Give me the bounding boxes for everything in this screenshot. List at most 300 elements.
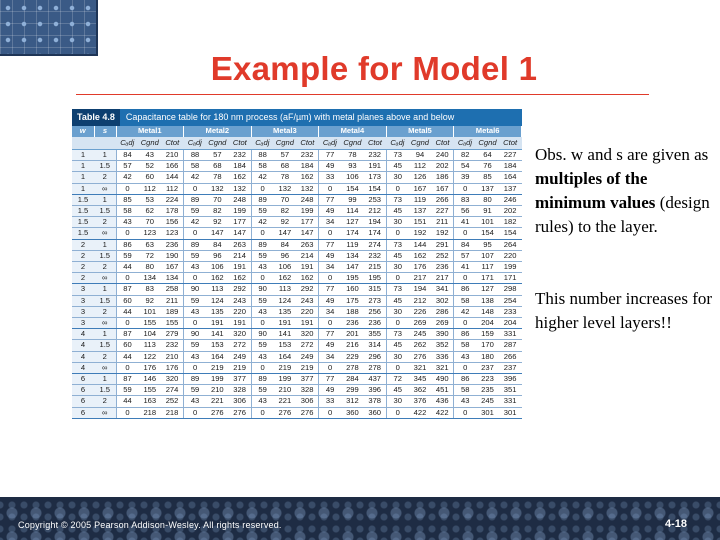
table-cell: 90 bbox=[251, 329, 274, 340]
table-cell: 177 bbox=[229, 217, 252, 228]
observation-prefix: Obs. w and s are given as bbox=[535, 145, 709, 164]
table-row bbox=[72, 362, 522, 373]
cell-w: 2 bbox=[72, 239, 94, 250]
table-cell: 191 bbox=[296, 318, 319, 329]
table-cell: 43 bbox=[454, 351, 477, 362]
table-cell: 90 bbox=[184, 329, 207, 340]
table-cell: 119 bbox=[409, 194, 432, 205]
table-cell: 226 bbox=[409, 306, 432, 317]
table-cell: 89 bbox=[184, 239, 207, 250]
table-cell: 252 bbox=[431, 250, 454, 261]
cell-s: 1.5 bbox=[94, 250, 116, 261]
table-cell: 214 bbox=[229, 250, 252, 261]
table-cell: 202 bbox=[431, 161, 454, 172]
cell-s: 2 bbox=[94, 351, 116, 362]
table-cell: 232 bbox=[364, 250, 387, 261]
table-cell: 162 bbox=[274, 273, 297, 284]
table-cell: 77 bbox=[319, 150, 342, 161]
cell-w: 2 bbox=[72, 273, 94, 284]
table-cell: 34 bbox=[319, 217, 342, 228]
table-cell: 0 bbox=[251, 362, 274, 373]
cell-s: 1.5 bbox=[94, 340, 116, 351]
observation-emphasis: multiples of the minimum values bbox=[535, 169, 656, 212]
copyright-text: Copyright © 2005 Pearson Addison-Wesley. All rights reserved. bbox=[18, 520, 282, 530]
table-cell: 34 bbox=[319, 306, 342, 317]
table-cell: 162 bbox=[229, 172, 252, 183]
table-cell: 236 bbox=[364, 318, 387, 329]
table-cell: 191 bbox=[296, 262, 319, 273]
table-cell: 53 bbox=[139, 194, 162, 205]
table-cell: 117 bbox=[476, 262, 499, 273]
subheader-3-2: Cgnd bbox=[274, 137, 297, 150]
table-cell: 78 bbox=[274, 172, 297, 183]
table-cell: 233 bbox=[499, 306, 522, 317]
table-cell: 175 bbox=[341, 295, 364, 306]
cell-w: 1 bbox=[72, 161, 94, 172]
table-cell: 210 bbox=[161, 150, 184, 161]
cell-w: 3 bbox=[72, 318, 94, 329]
increase-note: This number increases for higher level layers!! bbox=[535, 289, 713, 332]
table-cell: 276 bbox=[296, 407, 319, 418]
table-cell: 177 bbox=[296, 217, 319, 228]
cell-w: 1 bbox=[72, 183, 94, 194]
table-cell: 49 bbox=[319, 250, 342, 261]
cell-s: 2 bbox=[94, 262, 116, 273]
table-cell: 137 bbox=[476, 183, 499, 194]
column-header-s: s bbox=[94, 126, 116, 137]
table-cell: 42 bbox=[116, 172, 139, 183]
table-cell: 59 bbox=[251, 295, 274, 306]
table-row bbox=[72, 273, 522, 284]
cell-w: 4 bbox=[72, 362, 94, 373]
table-cell: 42 bbox=[251, 217, 274, 228]
table-cell: 57 bbox=[274, 150, 297, 161]
cell-w: 3 bbox=[72, 295, 94, 306]
table-cell: 0 bbox=[184, 273, 207, 284]
cell-s: 1 bbox=[94, 239, 116, 250]
table-cell: 237 bbox=[476, 362, 499, 373]
table-cell: 112 bbox=[161, 183, 184, 194]
table-cell: 249 bbox=[229, 351, 252, 362]
table-cell: 43 bbox=[116, 217, 139, 228]
table-cell: 204 bbox=[476, 318, 499, 329]
table-cell: 73 bbox=[386, 194, 409, 205]
table-cell: 56 bbox=[454, 206, 477, 217]
subheader-5-1: Cₐdj bbox=[386, 137, 409, 150]
table-cell: 112 bbox=[409, 161, 432, 172]
table-cell: 0 bbox=[386, 362, 409, 373]
table-cell: 167 bbox=[409, 183, 432, 194]
table-cell: 227 bbox=[499, 150, 522, 161]
table-cell: 232 bbox=[296, 150, 319, 161]
table-cell: 376 bbox=[409, 396, 432, 407]
table-cell: 134 bbox=[139, 273, 162, 284]
table-cell: 63 bbox=[139, 239, 162, 250]
table-cell: 45 bbox=[386, 295, 409, 306]
table-cell: 312 bbox=[341, 396, 364, 407]
table-cell: 77 bbox=[319, 329, 342, 340]
table-cell: 215 bbox=[364, 262, 387, 273]
table-cell: 0 bbox=[454, 407, 477, 418]
table-cell: 82 bbox=[274, 206, 297, 217]
table-cell: 171 bbox=[476, 273, 499, 284]
table-cell: 70 bbox=[206, 194, 229, 205]
cell-w: 4 bbox=[72, 340, 94, 351]
table-cell: 262 bbox=[409, 340, 432, 351]
table-cell: 184 bbox=[229, 161, 252, 172]
table-cell: 82 bbox=[206, 206, 229, 217]
table-cell: 89 bbox=[251, 374, 274, 385]
table-cell: 147 bbox=[296, 228, 319, 239]
metal-header-3: Metal3 bbox=[251, 126, 319, 137]
cell-w: 3 bbox=[72, 284, 94, 295]
table-cell: 44 bbox=[116, 351, 139, 362]
table-cell: 62 bbox=[139, 206, 162, 217]
table-cell: 42 bbox=[251, 172, 274, 183]
table-row bbox=[72, 318, 522, 329]
table-cell: 0 bbox=[184, 318, 207, 329]
subheader-5-2: Cgnd bbox=[409, 137, 432, 150]
table-cell: 306 bbox=[229, 396, 252, 407]
table-cell: 0 bbox=[251, 183, 274, 194]
table-cell: 0 bbox=[454, 228, 477, 239]
table-cell: 45 bbox=[386, 206, 409, 217]
cell-w: 4 bbox=[72, 351, 94, 362]
table-cell: 249 bbox=[296, 351, 319, 362]
table-cell: 132 bbox=[229, 183, 252, 194]
table-cell: 101 bbox=[476, 217, 499, 228]
table-cell: 147 bbox=[229, 228, 252, 239]
table-cell: 73 bbox=[386, 329, 409, 340]
table-cell: 49 bbox=[319, 385, 342, 396]
table-cell: 192 bbox=[409, 228, 432, 239]
table-cell: 278 bbox=[364, 362, 387, 373]
table-cell: 162 bbox=[409, 250, 432, 261]
table-cell: 144 bbox=[409, 239, 432, 250]
table-cell: 210 bbox=[161, 351, 184, 362]
table-cell: 86 bbox=[454, 329, 477, 340]
table-cell: 201 bbox=[341, 329, 364, 340]
table-cell: 269 bbox=[409, 318, 432, 329]
table-cell: 154 bbox=[364, 183, 387, 194]
table-cell: 34 bbox=[319, 351, 342, 362]
table-cell: 155 bbox=[139, 385, 162, 396]
cell-w: 6 bbox=[72, 374, 94, 385]
table-row bbox=[72, 250, 522, 261]
table-cell: 331 bbox=[499, 396, 522, 407]
cell-w: 1.5 bbox=[72, 206, 94, 217]
table-cell: 273 bbox=[364, 295, 387, 306]
cell-w: 3 bbox=[72, 306, 94, 317]
cell-w: 6 bbox=[72, 396, 94, 407]
table-cell: 77 bbox=[319, 284, 342, 295]
table-cell: 258 bbox=[161, 284, 184, 295]
table-cell: 58 bbox=[454, 295, 477, 306]
table-cell: 167 bbox=[161, 262, 184, 273]
table-row bbox=[72, 161, 522, 172]
table-cell: 57 bbox=[454, 250, 477, 261]
table-cell: 174 bbox=[341, 228, 364, 239]
table-cell: 30 bbox=[386, 217, 409, 228]
table-cell: 212 bbox=[364, 206, 387, 217]
table-cell: 278 bbox=[341, 362, 364, 373]
table-cell: 321 bbox=[431, 362, 454, 373]
table-cell: 96 bbox=[206, 250, 229, 261]
table-cell: 92 bbox=[139, 295, 162, 306]
cell-s: 1.5 bbox=[94, 206, 116, 217]
table-cell: 0 bbox=[386, 228, 409, 239]
table-cell: 263 bbox=[229, 239, 252, 250]
table-cell: 122 bbox=[139, 351, 162, 362]
cell-s: 1 bbox=[94, 329, 116, 340]
table-cell: 141 bbox=[206, 329, 229, 340]
cell-s: 1.5 bbox=[94, 385, 116, 396]
subheader-1-2: Cgnd bbox=[139, 137, 162, 150]
subheader-4-3: Ctot bbox=[364, 137, 387, 150]
subheader-5-3: Ctot bbox=[431, 137, 454, 150]
table-cell: 57 bbox=[116, 161, 139, 172]
table-cell: 164 bbox=[206, 351, 229, 362]
table-cell: 302 bbox=[431, 295, 454, 306]
table-cell: 59 bbox=[251, 385, 274, 396]
cell-s: 2 bbox=[94, 217, 116, 228]
table-cell: 59 bbox=[116, 250, 139, 261]
table-cell: 217 bbox=[431, 273, 454, 284]
capacitance-table-panel bbox=[72, 109, 522, 467]
table-cell: 154 bbox=[499, 228, 522, 239]
metal-header-1: Metal1 bbox=[116, 126, 184, 137]
table-cell: 49 bbox=[319, 206, 342, 217]
table-cell: 191 bbox=[206, 318, 229, 329]
table-cell: 88 bbox=[184, 150, 207, 161]
table-label: Table 4.8 bbox=[72, 109, 120, 126]
table-cell: 30 bbox=[386, 396, 409, 407]
table-cell: 341 bbox=[431, 284, 454, 295]
title-divider bbox=[76, 94, 649, 95]
table-cell: 0 bbox=[454, 362, 477, 373]
table-cell: 83 bbox=[454, 194, 477, 205]
table-cell: 218 bbox=[139, 407, 162, 418]
table-cell: 182 bbox=[499, 217, 522, 228]
table-cell: 362 bbox=[409, 385, 432, 396]
table-row bbox=[72, 329, 522, 340]
table-cell: 194 bbox=[409, 284, 432, 295]
table-cell: 0 bbox=[116, 183, 139, 194]
table-cell: 89 bbox=[184, 194, 207, 205]
table-cell: 263 bbox=[296, 239, 319, 250]
table-cell: 236 bbox=[161, 239, 184, 250]
table-cell: 451 bbox=[431, 385, 454, 396]
table-cell: 89 bbox=[251, 194, 274, 205]
subheader-row bbox=[72, 137, 522, 150]
table-cell: 80 bbox=[476, 194, 499, 205]
table-cell: 184 bbox=[296, 161, 319, 172]
table-cell: 77 bbox=[319, 374, 342, 385]
table-cell: 70 bbox=[139, 217, 162, 228]
table-cell: 58 bbox=[251, 161, 274, 172]
table-cell: 292 bbox=[296, 284, 319, 295]
table-cell: 148 bbox=[476, 306, 499, 317]
table-cell: 190 bbox=[161, 250, 184, 261]
table-cell: 191 bbox=[229, 262, 252, 273]
table-row bbox=[72, 217, 522, 228]
table-cell: 243 bbox=[296, 295, 319, 306]
table-cell: 184 bbox=[499, 161, 522, 172]
cell-s: 1 bbox=[94, 150, 116, 161]
table-cell: 113 bbox=[274, 284, 297, 295]
table-cell: 321 bbox=[409, 362, 432, 373]
page-title: Example for Model 1 bbox=[210, 50, 538, 87]
table-cell: 104 bbox=[139, 329, 162, 340]
table-cell: 162 bbox=[229, 273, 252, 284]
cell-w: 2 bbox=[72, 262, 94, 273]
table-cell: 437 bbox=[364, 374, 387, 385]
table-cell: 0 bbox=[251, 318, 274, 329]
table-cell: 73 bbox=[386, 150, 409, 161]
table-cell: 147 bbox=[206, 228, 229, 239]
table-cell: 194 bbox=[364, 217, 387, 228]
table-cell: 218 bbox=[161, 407, 184, 418]
table-cell: 43 bbox=[251, 351, 274, 362]
subheader-4-1: Cₐdj bbox=[319, 137, 342, 150]
table-cell: 199 bbox=[206, 374, 229, 385]
table-cell: 70 bbox=[274, 194, 297, 205]
table-cell: 72 bbox=[386, 374, 409, 385]
table-row bbox=[72, 172, 522, 183]
table-cell: 0 bbox=[386, 407, 409, 418]
table-cell: 30 bbox=[386, 351, 409, 362]
cell-s: 2 bbox=[94, 396, 116, 407]
table-cell: 44 bbox=[116, 396, 139, 407]
table-cell: 279 bbox=[161, 329, 184, 340]
table-cell: 43 bbox=[184, 351, 207, 362]
table-cell: 248 bbox=[229, 194, 252, 205]
cell-w: 2 bbox=[72, 250, 94, 261]
table-cell: 87 bbox=[116, 374, 139, 385]
table-cell: 106 bbox=[341, 172, 364, 183]
table-cell: 0 bbox=[251, 407, 274, 418]
table-cell: 199 bbox=[296, 206, 319, 217]
table-cell: 328 bbox=[229, 385, 252, 396]
cell-w: 1 bbox=[72, 172, 94, 183]
table-cell: 45 bbox=[386, 340, 409, 351]
table-cell: 320 bbox=[229, 329, 252, 340]
table-cell: 199 bbox=[274, 374, 297, 385]
table-cell: 253 bbox=[364, 194, 387, 205]
subheader-w-blank bbox=[72, 137, 94, 150]
table-cell: 49 bbox=[319, 161, 342, 172]
table-cell: 236 bbox=[431, 262, 454, 273]
table-cell: 137 bbox=[499, 183, 522, 194]
table-cell: 134 bbox=[341, 250, 364, 261]
table-cell: 77 bbox=[319, 239, 342, 250]
table-cell: 219 bbox=[274, 362, 297, 373]
circuit-thumbnail-image bbox=[0, 0, 98, 56]
table-cell: 64 bbox=[476, 150, 499, 161]
table-cell: 68 bbox=[206, 161, 229, 172]
table-cell: 0 bbox=[319, 183, 342, 194]
table-cell: 134 bbox=[161, 273, 184, 284]
table-cell: 276 bbox=[274, 407, 297, 418]
table-cell: 96 bbox=[274, 250, 297, 261]
table-cell: 30 bbox=[386, 262, 409, 273]
observation-note bbox=[535, 143, 715, 239]
table-row bbox=[72, 396, 522, 407]
subheader-6-1: Cₐdj bbox=[454, 137, 477, 150]
table-cell: 135 bbox=[274, 306, 297, 317]
table-cell: 390 bbox=[431, 329, 454, 340]
table-cell: 328 bbox=[296, 385, 319, 396]
table-cell: 211 bbox=[431, 217, 454, 228]
cell-w: 1.5 bbox=[72, 194, 94, 205]
subheader-1-3: Ctot bbox=[161, 137, 184, 150]
table-cell: 113 bbox=[139, 340, 162, 351]
table-cell: 84 bbox=[454, 239, 477, 250]
table-cell: 123 bbox=[161, 228, 184, 239]
subheader-6-2: Cgnd bbox=[476, 137, 499, 150]
table-cell: 291 bbox=[431, 239, 454, 250]
table-cell: 0 bbox=[386, 318, 409, 329]
table-cell: 223 bbox=[476, 374, 499, 385]
table-cell: 95 bbox=[476, 239, 499, 250]
column-header-w: w bbox=[72, 126, 94, 137]
table-cell: 147 bbox=[274, 228, 297, 239]
table-cell: 199 bbox=[499, 262, 522, 273]
cell-s: ∞ bbox=[94, 228, 116, 239]
table-cell: 245 bbox=[476, 396, 499, 407]
table-cell: 106 bbox=[274, 262, 297, 273]
table-cell: 243 bbox=[229, 295, 252, 306]
subheader-2-3: Ctot bbox=[229, 137, 252, 150]
table-cell: 306 bbox=[296, 396, 319, 407]
table-cell: 89 bbox=[251, 239, 274, 250]
table-row bbox=[72, 284, 522, 295]
table-cell: 144 bbox=[161, 172, 184, 183]
cell-s: ∞ bbox=[94, 273, 116, 284]
table-cell: 232 bbox=[161, 340, 184, 351]
table-cell: 88 bbox=[251, 150, 274, 161]
table-cell: 314 bbox=[364, 340, 387, 351]
table-cell: 0 bbox=[319, 228, 342, 239]
table-row bbox=[72, 374, 522, 385]
table-cell: 167 bbox=[431, 183, 454, 194]
table-cell: 135 bbox=[206, 306, 229, 317]
table-cell: 42 bbox=[184, 172, 207, 183]
cell-w: 1 bbox=[72, 150, 94, 161]
table-body bbox=[72, 150, 522, 419]
metal-header-4: Metal4 bbox=[319, 126, 387, 137]
table-row bbox=[72, 183, 522, 194]
cell-s: 2 bbox=[94, 172, 116, 183]
table-cell: 34 bbox=[319, 262, 342, 273]
table-cell: 151 bbox=[409, 217, 432, 228]
table-cell: 80 bbox=[139, 262, 162, 273]
table-cell: 52 bbox=[139, 161, 162, 172]
table-cell: 301 bbox=[499, 407, 522, 418]
table-cell: 43 bbox=[139, 150, 162, 161]
table-cell: 43 bbox=[184, 396, 207, 407]
table-cell: 87 bbox=[116, 329, 139, 340]
table-cell: 90 bbox=[184, 284, 207, 295]
subheader-3-1: Cₐdj bbox=[251, 137, 274, 150]
table-cell: 170 bbox=[476, 340, 499, 351]
table-cell: 58 bbox=[184, 161, 207, 172]
table-cell: 132 bbox=[274, 183, 297, 194]
table-cell: 39 bbox=[454, 172, 477, 183]
table-cell: 352 bbox=[431, 340, 454, 351]
table-cell: 159 bbox=[476, 329, 499, 340]
table-cell: 176 bbox=[409, 262, 432, 273]
